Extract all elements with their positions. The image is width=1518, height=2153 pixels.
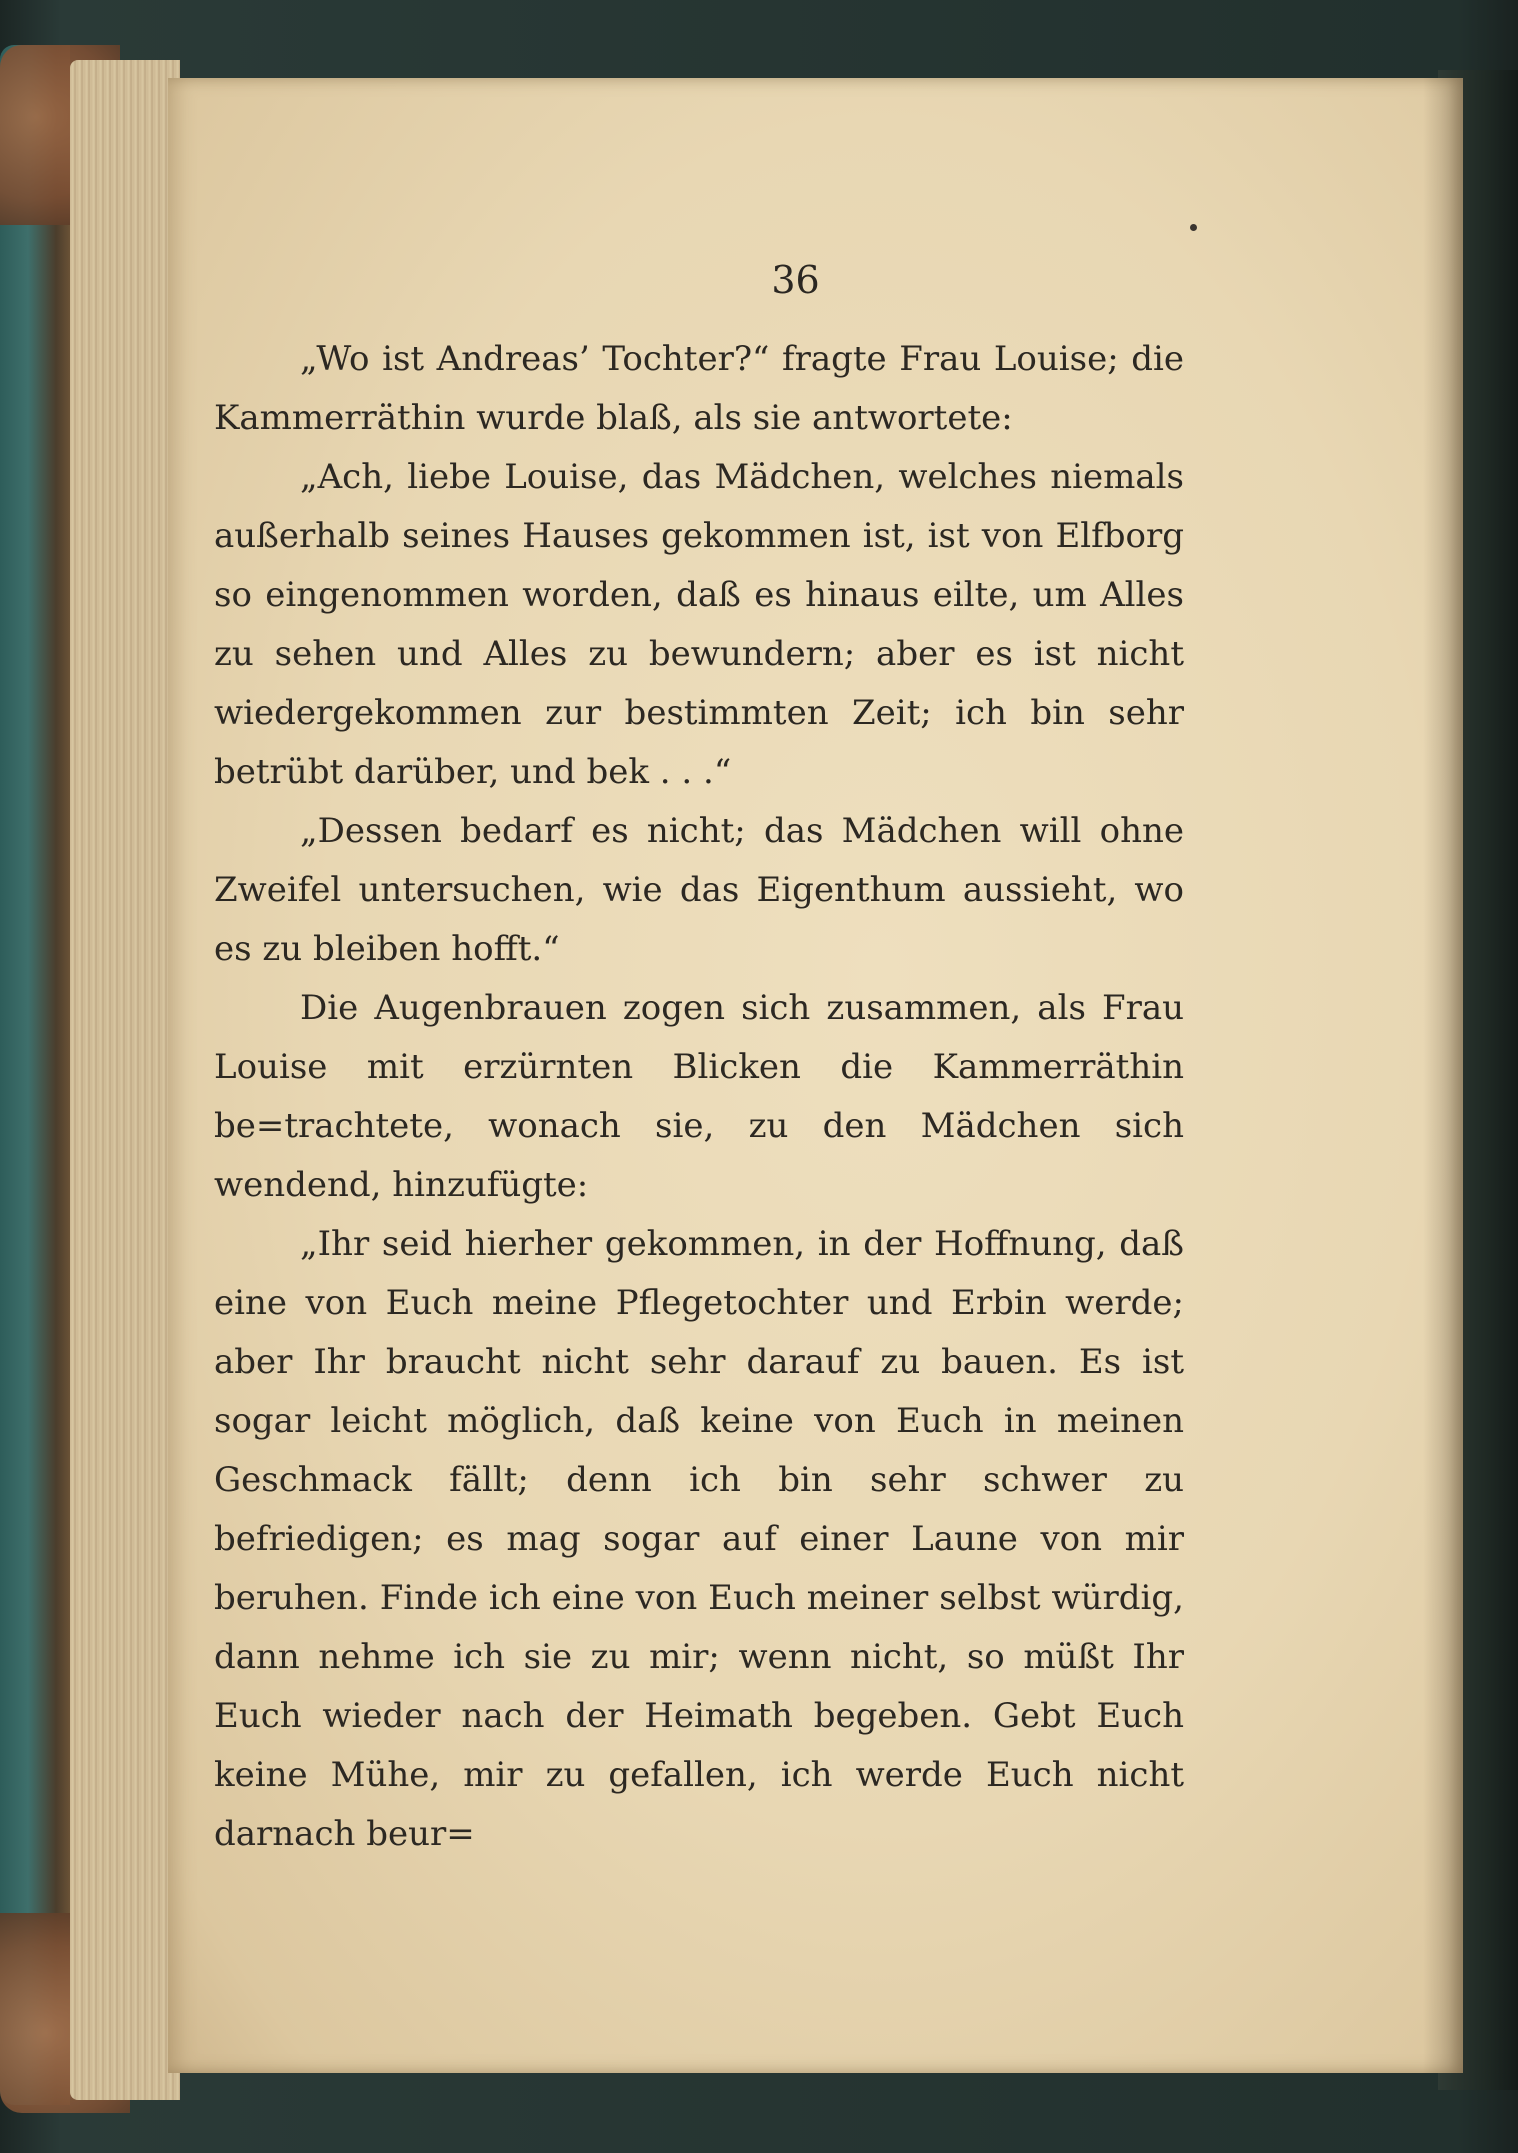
book-cover-left [0,45,70,2105]
page-gutter-shadow [1423,78,1463,2073]
page-edges [70,60,180,2100]
ink-speck [1190,224,1197,231]
paragraph-4: Die Augenbrauen zogen sich zusammen, als Frau Louise mit erzürnten Blicken die Kammerräthin be=trachtete, wonach sie, zu den Mädchen sich wendend, hinzufügte: [214,988,1184,1205]
page-number: 36 [771,258,820,302]
paragraph-3: „Dessen bedarf es nicht; das Mädchen will ohne Zweifel untersuchen, wie das Eigenthum aussieht, wo es zu bleiben hofft.“ [214,811,1184,969]
page-text [214,330,1184,1864]
paragraph-1: „Wo ist Andreas’ Tochter?“ fragte Frau Louise; die Kammerräthin wurde blaß, als sie antwortete: [214,339,1184,438]
paragraph-2: „Ach, liebe Louise, das Mädchen, welches niemals außerhalb seines Hauses gekommen ist, ist von Elfborg so eingenommen worden, daß es hinaus eilte, um Alles zu sehen und Alles zu bewundern; aber es ist nicht wiedergekommen zur bestimmten Zeit; ich bin sehr betrübt darüber, und bek . . .“ [214,457,1184,792]
paragraph-5: „Ihr seid hierher gekommen, in der Hoffnung, daß eine von Euch meine Pflegetochter und Erbin werde; aber Ihr braucht nicht sehr darauf zu bauen. Es ist sogar leicht möglich, daß keine von Euch in meinen Geschmack fällt; denn ich bin sehr schwer zu befriedigen; es mag sogar auf einer Laune von mir beruhen. Finde ich eine von Euch meiner selbst würdig, dann nehme ich sie zu mir; wenn nicht, so müßt Ihr Euch wieder nach der Heimath begeben. Gebt Euch keine Mühe, mir zu gefallen, ich werde Euch nicht darnach beur= [214,1224,1184,1854]
